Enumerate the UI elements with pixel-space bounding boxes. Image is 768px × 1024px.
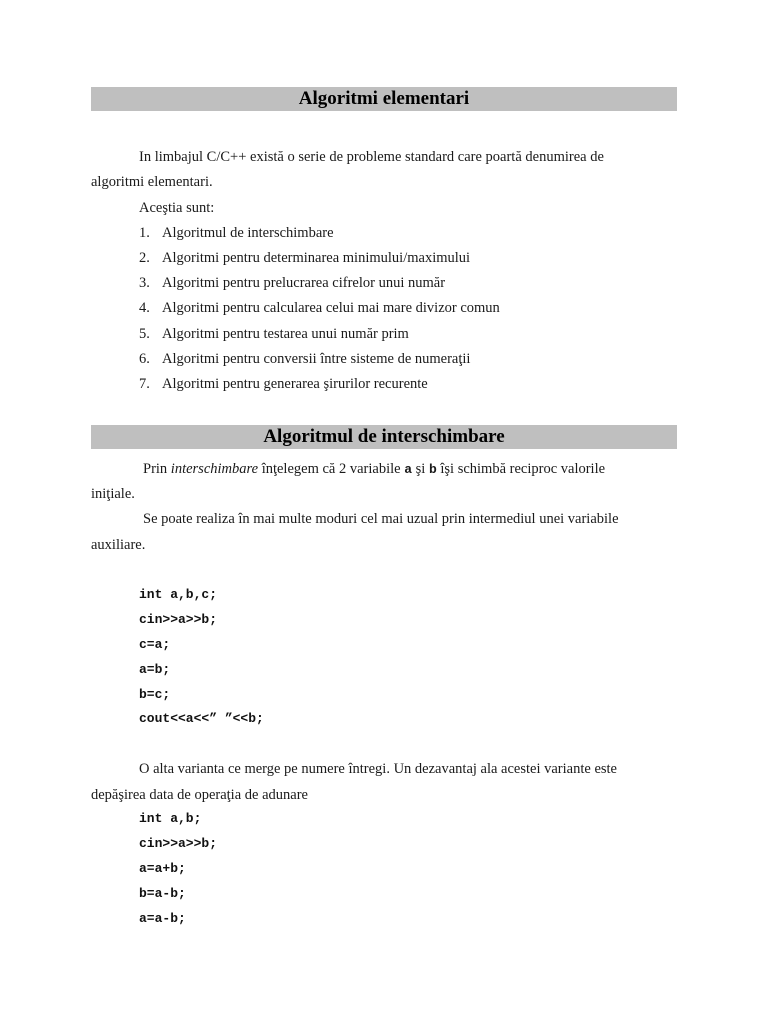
intro-line-2: algoritmi elementari. [91,174,213,190]
list-item-number: 5. [139,326,150,342]
list-item-number: 2. [139,250,150,266]
list-intro: Aceştia sunt: [139,200,215,216]
code-line: cout<<a<<” ”<<b; [139,711,264,726]
paragraph-2-line-1: Se poate realiza în mai multe moduri cel mai uzual prin intermediul unei variabile [143,511,619,527]
list-item-text: Algoritmi pentru generarea şirurilor recurente [162,376,428,392]
code-line: b=a-b; [139,886,186,901]
code-line: cin>>a>>b; [139,612,218,627]
paragraph-2-line-2: auxiliare. [91,537,146,553]
list-item-text: Algoritmi pentru determinarea minimului/maximului [162,250,471,266]
code-line: int a,b,c; [139,587,218,602]
var-b: b [428,462,437,477]
list-item [139,375,428,393]
list-item-text: Algoritmi pentru calcularea celui mai mare divizor comun [162,300,500,316]
paragraph-3-line-2: depăşirea data de operaţia de adunare [91,787,308,803]
paragraph-3-line-1: O alta varianta ce merge pe numere întregi. Un dezavantaj ala acestei variante este [139,761,617,777]
paragraph-1-line-1 [143,460,605,479]
code-line: c=a; [139,637,171,652]
var-a: a [404,462,413,477]
intro-line-1: In limbajul C/C++ există o serie de probleme standard care poartă denumirea de [139,149,604,165]
p1-end: îşi schimbă reciproc valorile [440,461,606,477]
code-line: a=a+b; [139,861,186,876]
list-item [139,325,409,343]
list-item-number: 4. [139,300,150,316]
list-item-text: Algoritmi pentru prelucrarea cifrelor unui număr [162,275,446,291]
code-line: int a,b; [139,811,202,826]
list-item-text: Algoritmi pentru conversii între sisteme de numeraţii [162,351,471,367]
section-heading-interschimbare: Algoritmul de interschimbare [91,425,677,449]
list-item-text: Algoritmul de interschimbare [162,225,334,241]
list-item [139,350,470,368]
list-item-number: 6. [139,351,150,367]
list-item-number: 3. [139,275,150,291]
list-item-number: 7. [139,376,150,392]
code-line: a=a-b; [139,911,186,926]
p1-term: interschimbare [170,461,259,477]
paragraph-1-line-2: iniţiale. [91,486,135,502]
list-item [139,224,334,242]
list-item [139,249,470,267]
code-line: a=b; [139,662,171,677]
p1-and: şi [415,461,426,477]
code-line: cin>>a>>b; [139,836,218,851]
list-item [139,299,500,317]
code-line: b=c; [139,687,171,702]
list-item [139,274,445,292]
list-item-text: Algoritmi pentru testarea unui număr prim [162,326,409,342]
p1-prefix: Prin [143,461,168,477]
section-heading-algoritmi-elementari: Algoritmi elementari [91,87,677,111]
list-item-number: 1. [139,225,150,241]
p1-mid: înţelegem că 2 variabile [261,461,401,477]
